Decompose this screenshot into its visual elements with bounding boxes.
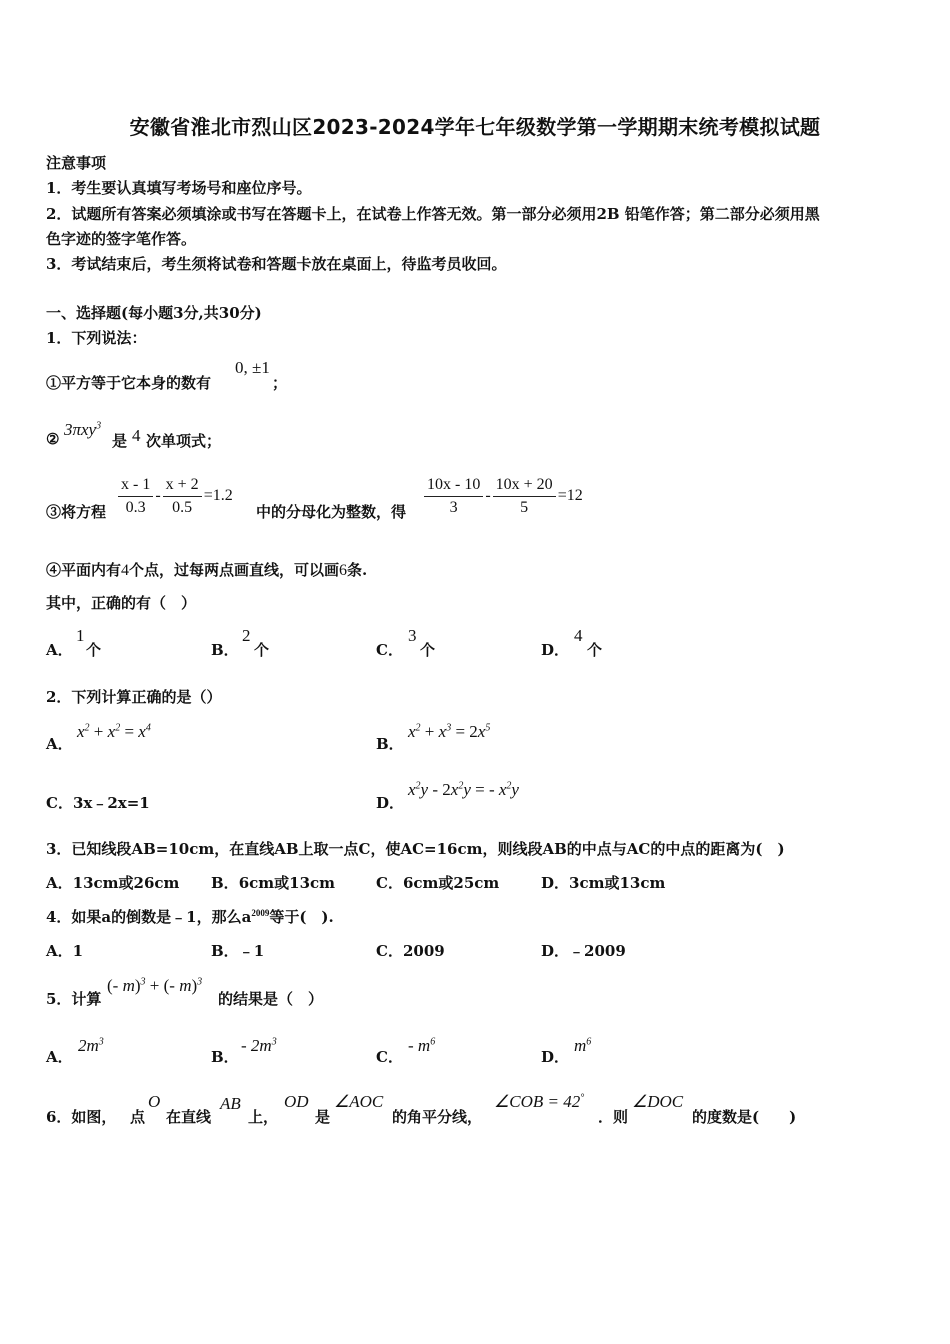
notice-item: 2．试题所有答案必须填涂或书写在答题卡上，在试卷上作答无效。第一部分必须用2B 铅笔作答；第二部分必须用黑 (46, 205, 820, 223)
q1-statement-2-prefix: ② (46, 430, 60, 448)
q6-text-ask: 的度数是( ) (692, 1108, 797, 1126)
q2-option-c: C．3x﹣2x=1 (46, 794, 150, 812)
q2-option-d-math: $x^2y - 2x^2y$ = - $x^2y$ (408, 780, 519, 799)
notice-heading: 注意事项 (46, 154, 107, 172)
q3-stem: 3．已知线段AB=10cm，在直线AB上取一点C，使AC=16cm，则线段AB的中点与AC的中点的距离为( ) (46, 840, 785, 858)
q1-option-a-unit: 个 (86, 641, 102, 659)
q6-angle-doc: ∠DOC (632, 1092, 684, 1111)
q1-option-a-value: 1 (76, 626, 85, 645)
q1-statement-4: ④平面内有4个点，过每两点画直线，可以画6条. (46, 561, 368, 579)
q5-stem-b: 的结果是（ ） (218, 990, 324, 1008)
q1-ask: 其中，正确的有（ ） (46, 594, 197, 612)
q4-option-d: D．﹣2009 (541, 942, 626, 960)
q5-option-a-math: $2m^3$ (78, 1036, 104, 1055)
q6-text-on: 上， (248, 1108, 279, 1126)
notice-item: 1．考生要认真填写考场号和座位序号。 (46, 179, 312, 197)
q2-option-b-math: $x^2 + x^3 = 2x^5$ (408, 722, 491, 741)
q6-point-o: O (148, 1092, 161, 1111)
q1-statement-2-num: 4 (132, 426, 141, 445)
page-title: 安徽省淮北市烈山区2023-2024学年七年级数学第一学期期末统考模拟试题 (129, 115, 821, 139)
q5-option-b-math: - $2m^3$ (241, 1036, 277, 1055)
q2-option-a: A． (46, 735, 73, 753)
q1-statement-1-end: ； (272, 374, 288, 392)
q2-option-d: D． (376, 794, 405, 812)
q6-text-line: 在直线 (166, 1108, 212, 1126)
q1-option-c: C． (376, 641, 403, 659)
q1-option-a: A． (46, 641, 73, 659)
q3-option-a: A．13cm或26cm (46, 874, 180, 892)
q1-statement-2-math: 3πxy$^3$ (64, 420, 102, 439)
q5-option-d: D． (541, 1048, 570, 1066)
q1-stem: 1．下列说法： (46, 329, 147, 347)
q2-option-b: B． (376, 735, 404, 753)
q4-stem: 4．如果a的倒数是﹣1，那么$a^{2009}$等于( ). (46, 908, 334, 926)
q4-option-c: C．2009 (376, 942, 445, 960)
q5-option-c-math: - $m^6$ (408, 1036, 436, 1055)
q1-option-b-value: 2 (242, 626, 251, 645)
q6-text-then: ．则 (598, 1108, 629, 1126)
q1-statement-1-math: 0, ±1 (235, 358, 270, 377)
q3-option-c: C．6cm或25cm (376, 874, 500, 892)
q1-option-d: D． (541, 641, 570, 659)
q1-statement-3-mid: 中的分母化为整数，得 (256, 503, 407, 521)
q1-option-d-unit: 个 (587, 641, 603, 659)
q2-option-a-math: $x^2 + x^2 = x^4$ (77, 722, 151, 741)
q4-option-b: B．﹣1 (211, 942, 265, 960)
q1-statement-3-prefix: ③将方程 (46, 503, 107, 521)
q1-option-c-value: 3 (408, 626, 417, 645)
q6-text-bisector: 的角平分线， (392, 1108, 483, 1126)
q6-ray-od: OD (284, 1092, 309, 1111)
q5-stem-a: 5．计算 (46, 990, 102, 1008)
q1-option-d-value: 4 (574, 626, 583, 645)
q6-text-is: 是 (315, 1108, 331, 1126)
q3-option-d: D．3cm或13cm (541, 874, 666, 892)
q2-stem: 2．下列计算正确的是（） (46, 688, 222, 706)
section-heading: 一、选择题(每小题3分,共30分) (46, 304, 262, 322)
q6-angle-cob: ∠COB = 42° (494, 1092, 585, 1111)
q6-text-point: 点 (130, 1108, 146, 1126)
q5-option-d-math: $m^6$ (574, 1036, 592, 1055)
q1-statement-3-equation-2: $\frac{10x - 10}{3}$ - $\frac{10x + 20}{5}$ =12 (422, 476, 583, 517)
q1-option-b: B． (211, 641, 239, 659)
q5-option-b: B． (211, 1048, 239, 1066)
notice-item: 3．考试结束后，考生须将试卷和答题卡放在桌面上，待监考员收回。 (46, 255, 507, 273)
q6-intro: 6．如图， (46, 1108, 117, 1126)
q3-option-b: B．6cm或13cm (211, 874, 336, 892)
q4-option-a: A．1 (46, 942, 84, 960)
q5-option-a: A． (46, 1048, 73, 1066)
q6-line-ab: AB (220, 1094, 241, 1113)
q1-option-b-unit: 个 (254, 641, 270, 659)
notice-item: 色字迹的签字笔作答。 (46, 230, 197, 248)
q1-statement-2-end: 次单项式； (146, 432, 222, 450)
q1-statement-3-equation: $\frac{x - 1}{0.3}$ - $\frac{x + 2}{0.5}$ =1.2 (116, 476, 233, 517)
q1-statement-2-text: 是 (112, 432, 128, 450)
q1-option-c-unit: 个 (420, 641, 436, 659)
q1-statement-1: ①平方等于它本身的数有 (46, 374, 212, 392)
q5-option-c: C． (376, 1048, 403, 1066)
q6-angle-aoc: ∠AOC (334, 1092, 384, 1111)
q5-expression: (- m)$^3$ + (- m)$^3$ (107, 976, 203, 995)
